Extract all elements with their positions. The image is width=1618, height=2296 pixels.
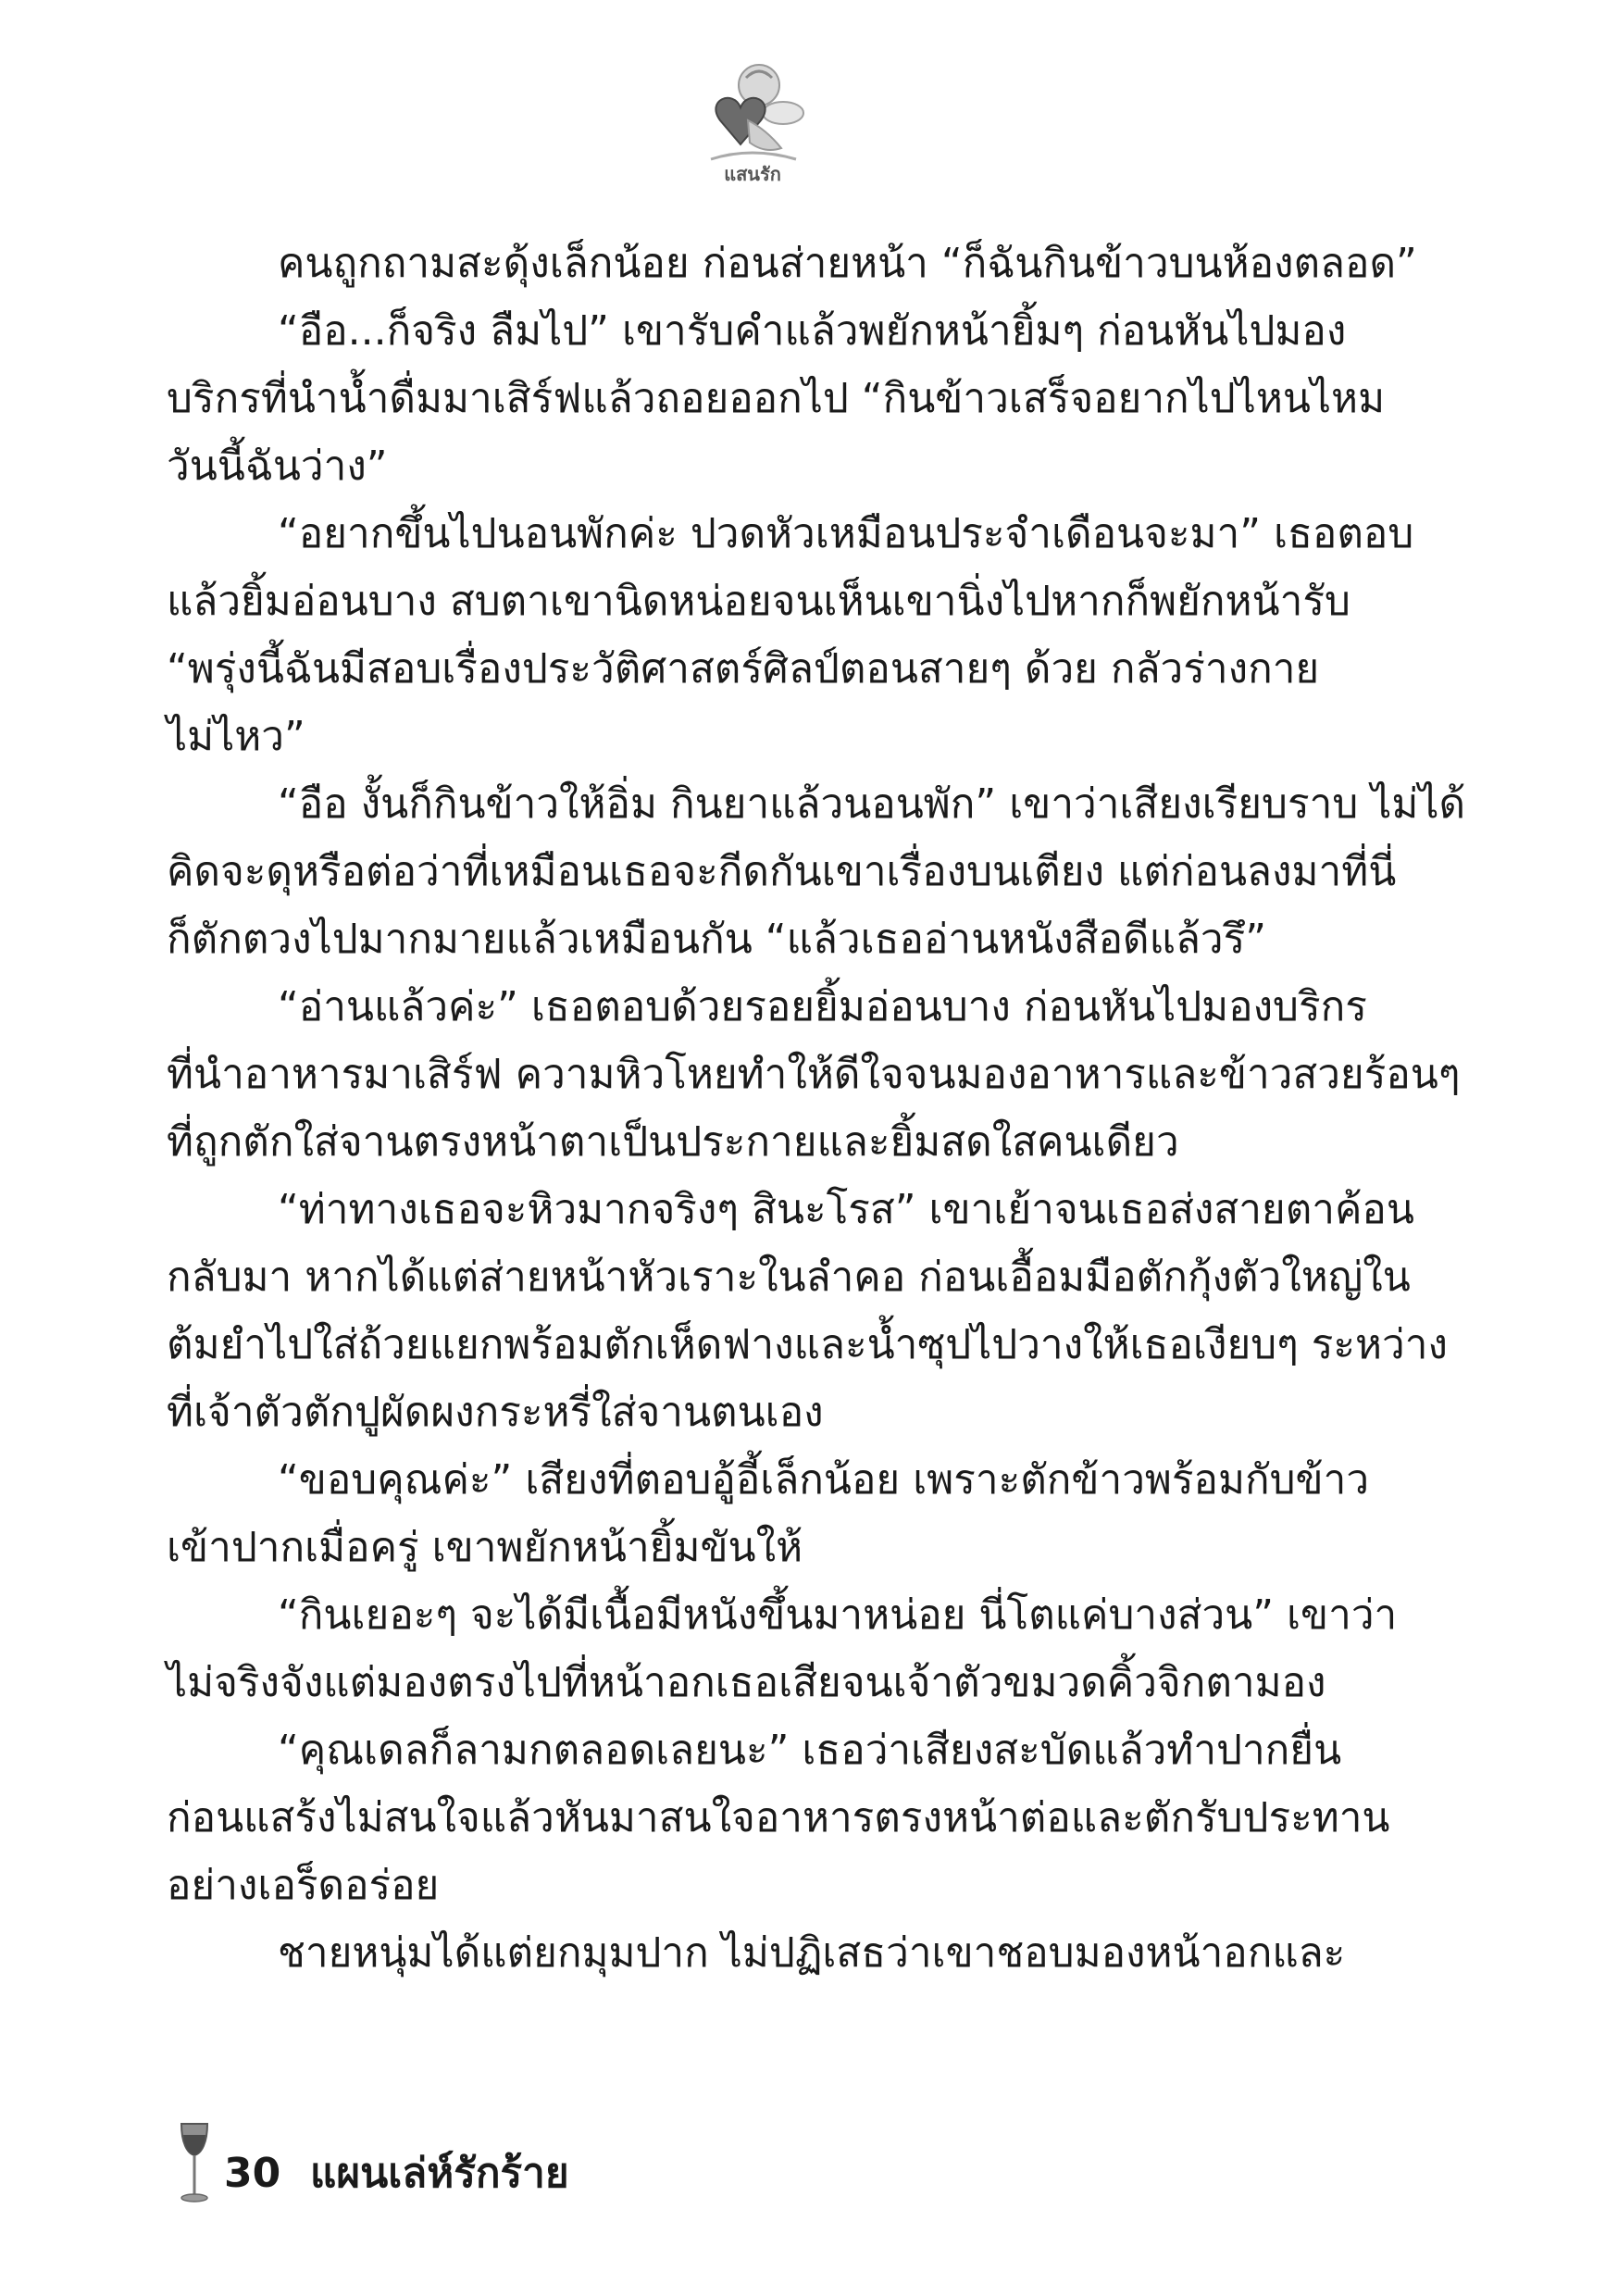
text-line: ที่เจ้าตัวตักปูผัดผงกระหรี่ใส่จานตนเอง [167,1389,824,1436]
paragraph [167,1581,1398,1716]
book-title: แผนเล่ห์รักร้าย [310,2150,569,2197]
text-line: ที่ถูกตักใส่จานตรงหน้าตาเป็นประกายและยิ้มสดใสคนเดียว [167,1118,1179,1166]
page-number: 30 [224,2150,281,2197]
text-line: กลับมา หากได้แต่ส่ายหน้าหัวเราะในลำคอ ก่อนเอื้อมมือตักกุ้งตัวใหญ่ใน [167,1254,1411,1301]
body-text [167,230,1466,1987]
text-line: “กินเยอะๆ จะได้มีเนื้อมีหนังขึ้นมาหน่อย นี่โตแค่บางส่วน” เขาว่า [278,1591,1398,1639]
text-line: บริกรที่นำน้ำดื่มมาเสิร์ฟแล้วถอยออกไป “กินข้าวเสร็จอยากไปไหนไหม [167,375,1386,422]
logo-text: แสนรัก [724,163,781,185]
paragraph [167,1919,1350,1987]
paragraph [167,297,1386,500]
text-line: แล้วยิ้มอ่อนบาง สบตาเขานิดหน่อยจนเห็นเขานิ่งไปหากก็พยักหน้ารับ [167,578,1350,625]
paragraph [167,1716,1390,1919]
text-line: ที่นำอาหารมาเสิร์ฟ ความหิวโหยทำให้ดีใจจนมองอาหารและข้าวสวยร้อนๆ [167,1051,1461,1098]
text-line: ไม่จริงจังแต่มองตรงไปที่หน้าอกเธอเสียจนเจ้าตัวขมวดคิ้วจิกตามอง [167,1659,1326,1706]
text-line: ไม่ไหว” [167,713,305,760]
text-line: “ท่าทางเธอจะหิวมากจริงๆ สินะโรส” เขาเย้าจนเธอส่งสายตาค้อน [278,1186,1414,1233]
text-line: อย่างเอร็ดอร่อย [167,1862,440,1909]
page-footer [176,2120,824,2203]
text-line: “ขอบคุณค่ะ” เสียงที่ตอบอู้อี้เล็กน้อย เพราะตักข้าวพร้อมกับข้าว [278,1456,1370,1504]
text-line: คนถูกถามสะดุ้งเล็กน้อย ก่อนส่ายหน้า “ก็ฉันกินข้าวบนห้องตลอด” [278,240,1417,287]
paragraph [167,770,1466,973]
text-line: เข้าปากเมื่อครู่ เขาพยักหน้ายิ้มขันให้ [167,1524,803,1571]
publisher-logo [692,56,813,194]
text-line: ชายหนุ่มได้แต่ยกมุมปาก ไม่ปฏิเสธว่าเขาชอบมองหน้าอกและ [278,1929,1346,1977]
text-line: “อ่านแล้วค่ะ” เธอตอบด้วยรอยยิ้มอ่อนบาง ก่อนหันไปมองบริกร [278,983,1367,1030]
text-line: “คุณเดลก็ลามกตลอดเลยนะ” เธอว่าเสียงสะบัดแล้วทำปากยื่น [278,1727,1342,1774]
wine-glass-icon [176,2120,213,2205]
text-line: “พรุ่งนี้ฉันมีสอบเรื่องประวัติศาสตร์ศิลป์ตอนสายๆ ด้วย กลัวร่างกาย [167,645,1320,693]
text-line: ก่อนแสร้งไม่สนใจแล้วหันมาสนใจอาหารตรงหน้าต่อและตักรับประทาน [167,1794,1390,1841]
paragraph [167,1176,1448,1446]
text-line: ก็ตักตวงไปมากมายแล้วเหมือนกัน “แล้วเธออ่านหนังสือดีแล้วรึ” [167,916,1267,963]
text-line: “อือ...ก็จริง ลืมไป” เขารับคำแล้วพยักหน้ายิ้มๆ ก่อนหันไปมอง [278,307,1347,355]
paragraph [167,1446,1370,1581]
paragraph [167,973,1461,1176]
paragraph [167,230,1417,297]
paragraph [167,500,1414,770]
text-line: วันนี้ฉันว่าง” [167,443,388,490]
text-line: “อือ งั้นก็กินข้าวให้อิ่ม กินยาแล้วนอนพัก” เขาว่าเสียงเรียบราบ ไม่ได้ [278,780,1466,828]
text-line: ต้มยำไปใส่ถ้วยแยกพร้อมตักเห็ดฟางและน้ำซุปไปวางให้เธอเงียบๆ ระหว่าง [167,1321,1448,1368]
text-line: คิดจะดุหรือต่อว่าที่เหมือนเธอจะกีดกันเขาเรื่องบนเตียง แต่ก่อนลงมาที่นี่ [167,848,1397,895]
text-line: “อยากขึ้นไปนอนพักค่ะ ปวดหัวเหมือนประจำเดือนจะมา” เธอตอบ [278,510,1414,557]
